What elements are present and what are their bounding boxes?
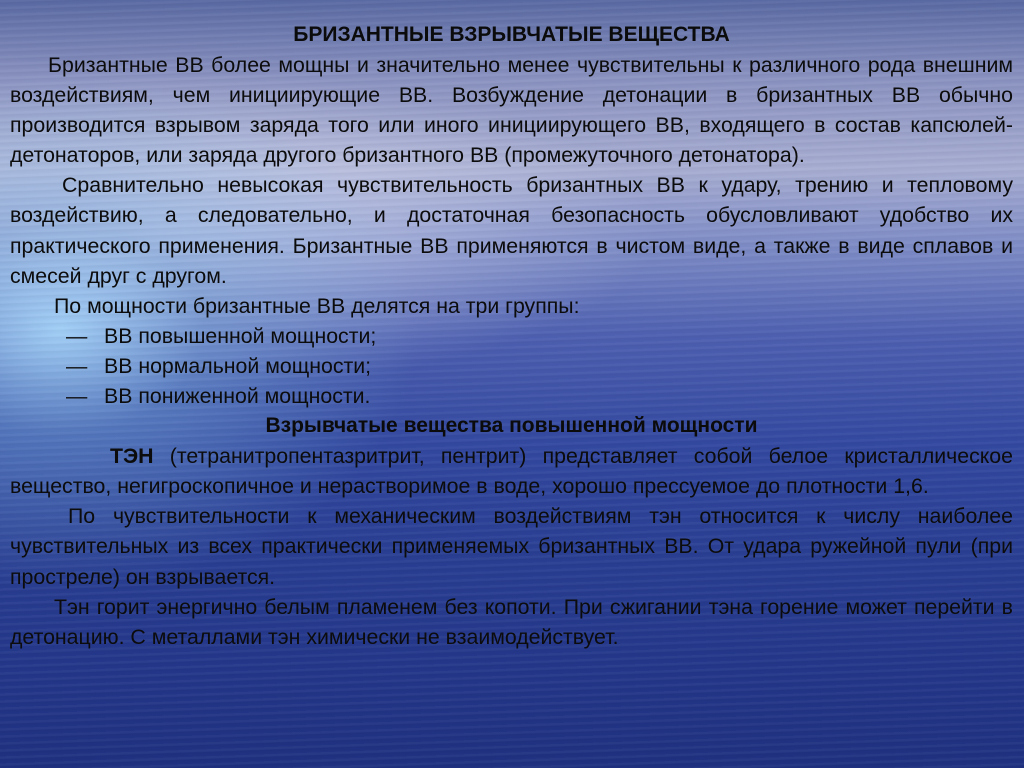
- list-item-text: ВВ повышенной мощности;: [104, 323, 377, 348]
- paragraph-sensitivity: Сравнительно невысокая чувствительность бризантных ВВ к удару, трению и тепловому воздействию, а следовательно, и достаточная безопасность обусловливают удобство их практического применения. Бризантные ВВ применяются в чистом виде, а также в виде сплавов и смесей друг с другом.: [10, 173, 1013, 288]
- paragraph-brisant-intro: Бризантные ВВ более мощны и значительно менее чувствительны к различного рода внешним воздействиям, чем инициирующие ВВ. Возбуждение детонации в бризантных ВВ обычно производится взрывом заряда того или иного инициирующего ВВ, входящего в состав капсюлей-детонаторов, или заряда другого бризантного ВВ (промежуточного детонатора).: [10, 53, 1013, 168]
- paragraph-ten-burning: Тэн горит энергично белым пламенем без копоти. При сжигании тэна горение может перейти в детонацию. С металлами тэн химически не взаимодействует.: [10, 594, 1013, 649]
- list-item: [10, 381, 1013, 411]
- ten-term: ТЭН: [110, 444, 154, 469]
- list-item: [10, 321, 1013, 351]
- list-item-text: ВВ пониженной мощности.: [104, 384, 371, 409]
- slide-title: БРИЗАНТНЫЕ ВЗРЫВЧАТЫЕ ВЕЩЕСТВА: [293, 23, 730, 46]
- paragraph-ten-sensitivity: По чувствительности к механическим воздействиям тэн относится к числу наиболее чувствительных из всех практически применяемых бризантных ВВ. От удара ружейной пули (при простреле) он взрывается.: [10, 504, 1013, 589]
- list-item: [10, 351, 1013, 381]
- paragraph-ten-description: [10, 441, 1013, 501]
- dash-marker: —: [66, 384, 88, 409]
- dash-marker: —: [66, 353, 88, 378]
- list-item-text: ВВ нормальной мощности;: [104, 353, 372, 378]
- dash-marker: —: [66, 323, 88, 348]
- ten-description-text: (тетранитропентазритрит, пентрит) представляет собой белое кристаллическое вещество, негигроскопичное и нерастворимое в воде, хорошо прессуемое до плотности 1,6.: [10, 444, 1013, 499]
- groups-intro: По мощности бризантные ВВ делятся на три группы:: [54, 293, 580, 318]
- slide: [10, 20, 1013, 760]
- groups-list: [10, 321, 1013, 411]
- section-subtitle: Взрывчатые вещества повышенной мощности: [265, 414, 758, 438]
